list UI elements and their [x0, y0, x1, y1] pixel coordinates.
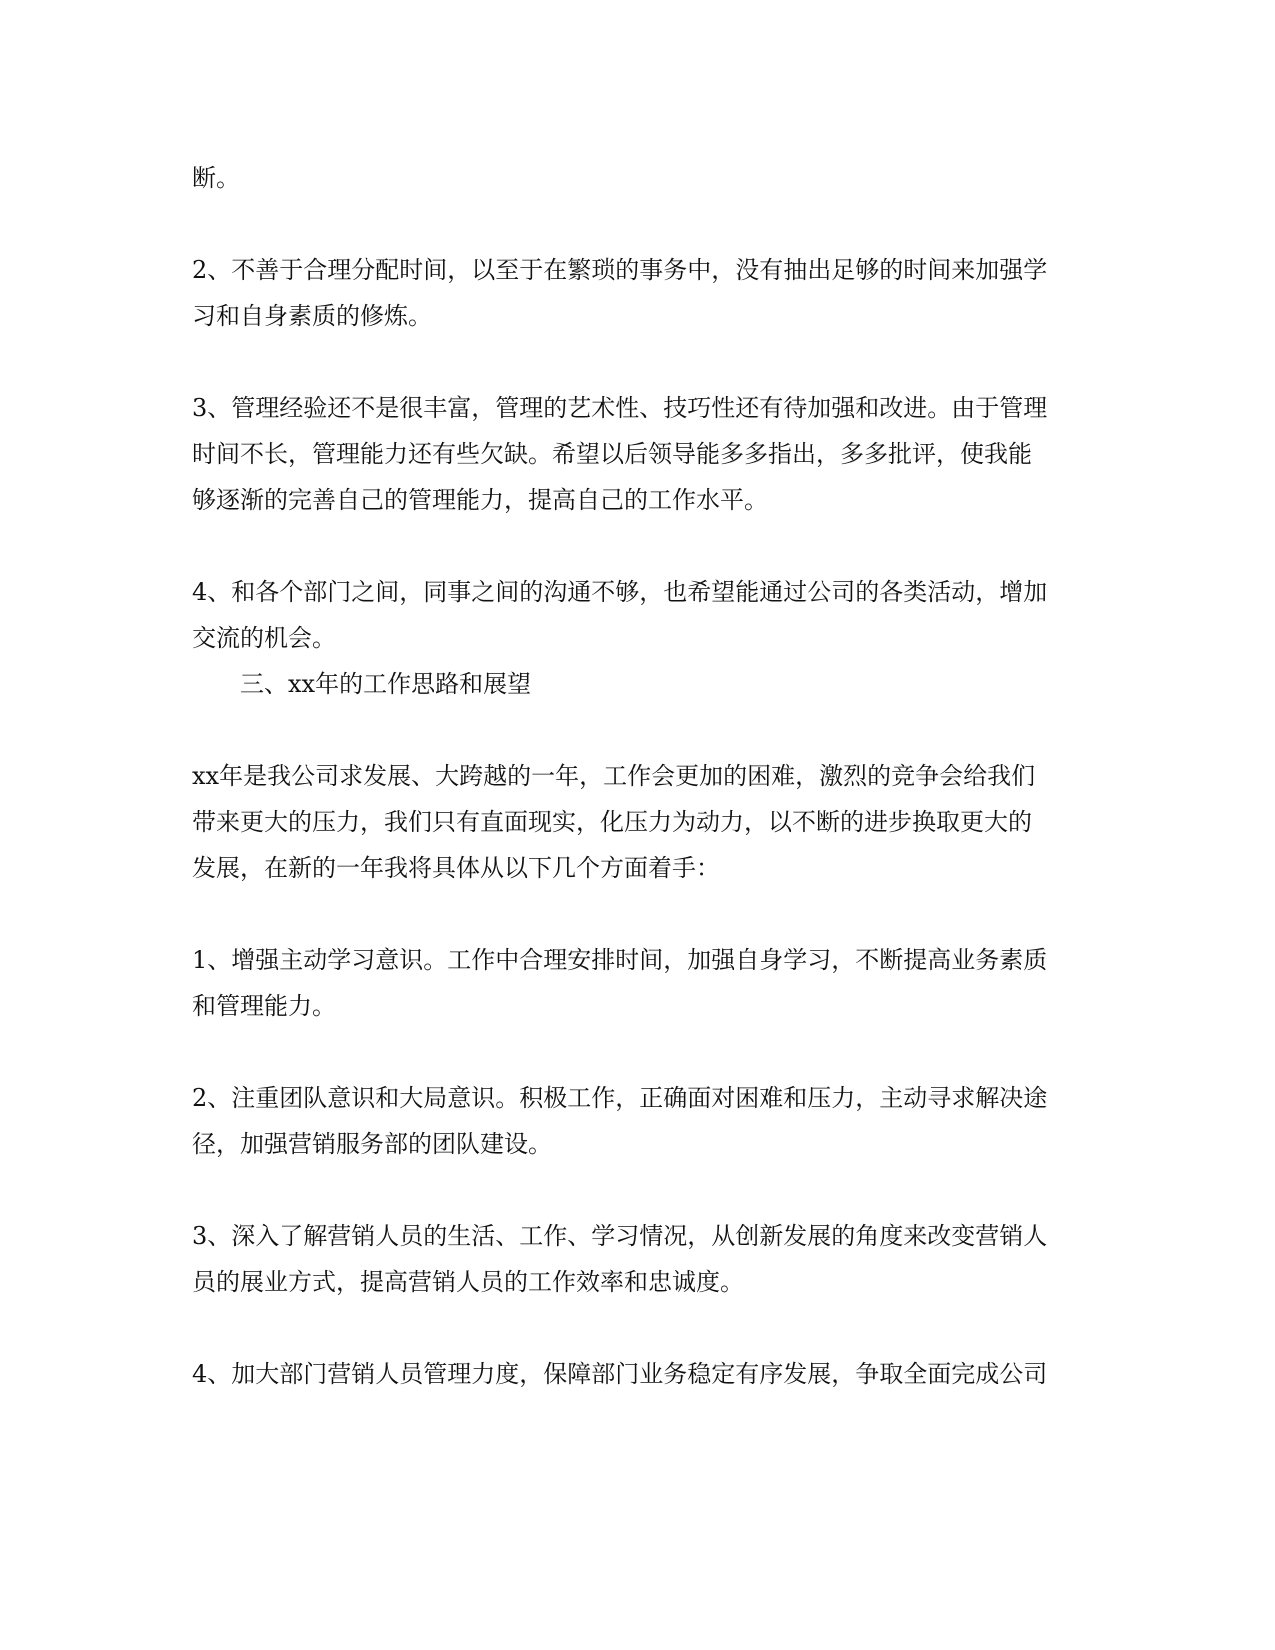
text-line: 交流的机会。 — [192, 624, 336, 652]
text-line: 时间不长，管理能力还有些欠缺。希望以后领导能多多指出，多多批评，使我能 — [192, 440, 1032, 468]
text-line: 径，加强营销服务部的团队建设。 — [192, 1130, 552, 1158]
text-line: 带来更大的压力，我们只有直面现实，化压力为动力，以不断的进步换取更大的 — [192, 808, 1032, 836]
text-line: 3、深入了解营销人员的生活、工作、学习情况，从创新发展的角度来改变营销人 — [192, 1222, 1048, 1250]
text-line: xx年是我公司求发展、大跨越的一年，工作会更加的困难，激烈的竞争会给我们 — [192, 762, 1036, 790]
text-line: 2、注重团队意识和大局意识。积极工作，正确面对困难和压力，主动寻求解决途 — [192, 1084, 1048, 1112]
text-line: 3、管理经验还不是很丰富，管理的艺术性、技巧性还有待加强和改进。由于管理 — [192, 394, 1048, 422]
text-line: 员的展业方式，提高营销人员的工作效率和忠诚度。 — [192, 1268, 744, 1296]
text-line: 断。 — [192, 164, 240, 192]
text-line: 习和自身素质的修炼。 — [192, 302, 432, 330]
text-line: 和管理能力。 — [192, 992, 336, 1020]
text-line: 发展，在新的一年我将具体从以下几个方面着手： — [192, 854, 720, 882]
text-line: 1、增强主动学习意识。工作中合理安排时间，加强自身学习，不断提高业务素质 — [192, 946, 1048, 974]
section-heading: 三、xx年的工作思路和展望 — [240, 670, 532, 698]
text-line: 够逐渐的完善自己的管理能力，提高自己的工作水平。 — [192, 486, 768, 514]
text-line: 4、和各个部门之间，同事之间的沟通不够，也希望能通过公司的各类活动，增加 — [192, 578, 1048, 606]
text-line: 4、加大部门营销人员管理力度，保障部门业务稳定有序发展，争取全面完成公司 — [192, 1360, 1048, 1388]
text-line: 2、不善于合理分配时间，以至于在繁琐的事务中，没有抽出足够的时间来加强学 — [192, 256, 1048, 284]
